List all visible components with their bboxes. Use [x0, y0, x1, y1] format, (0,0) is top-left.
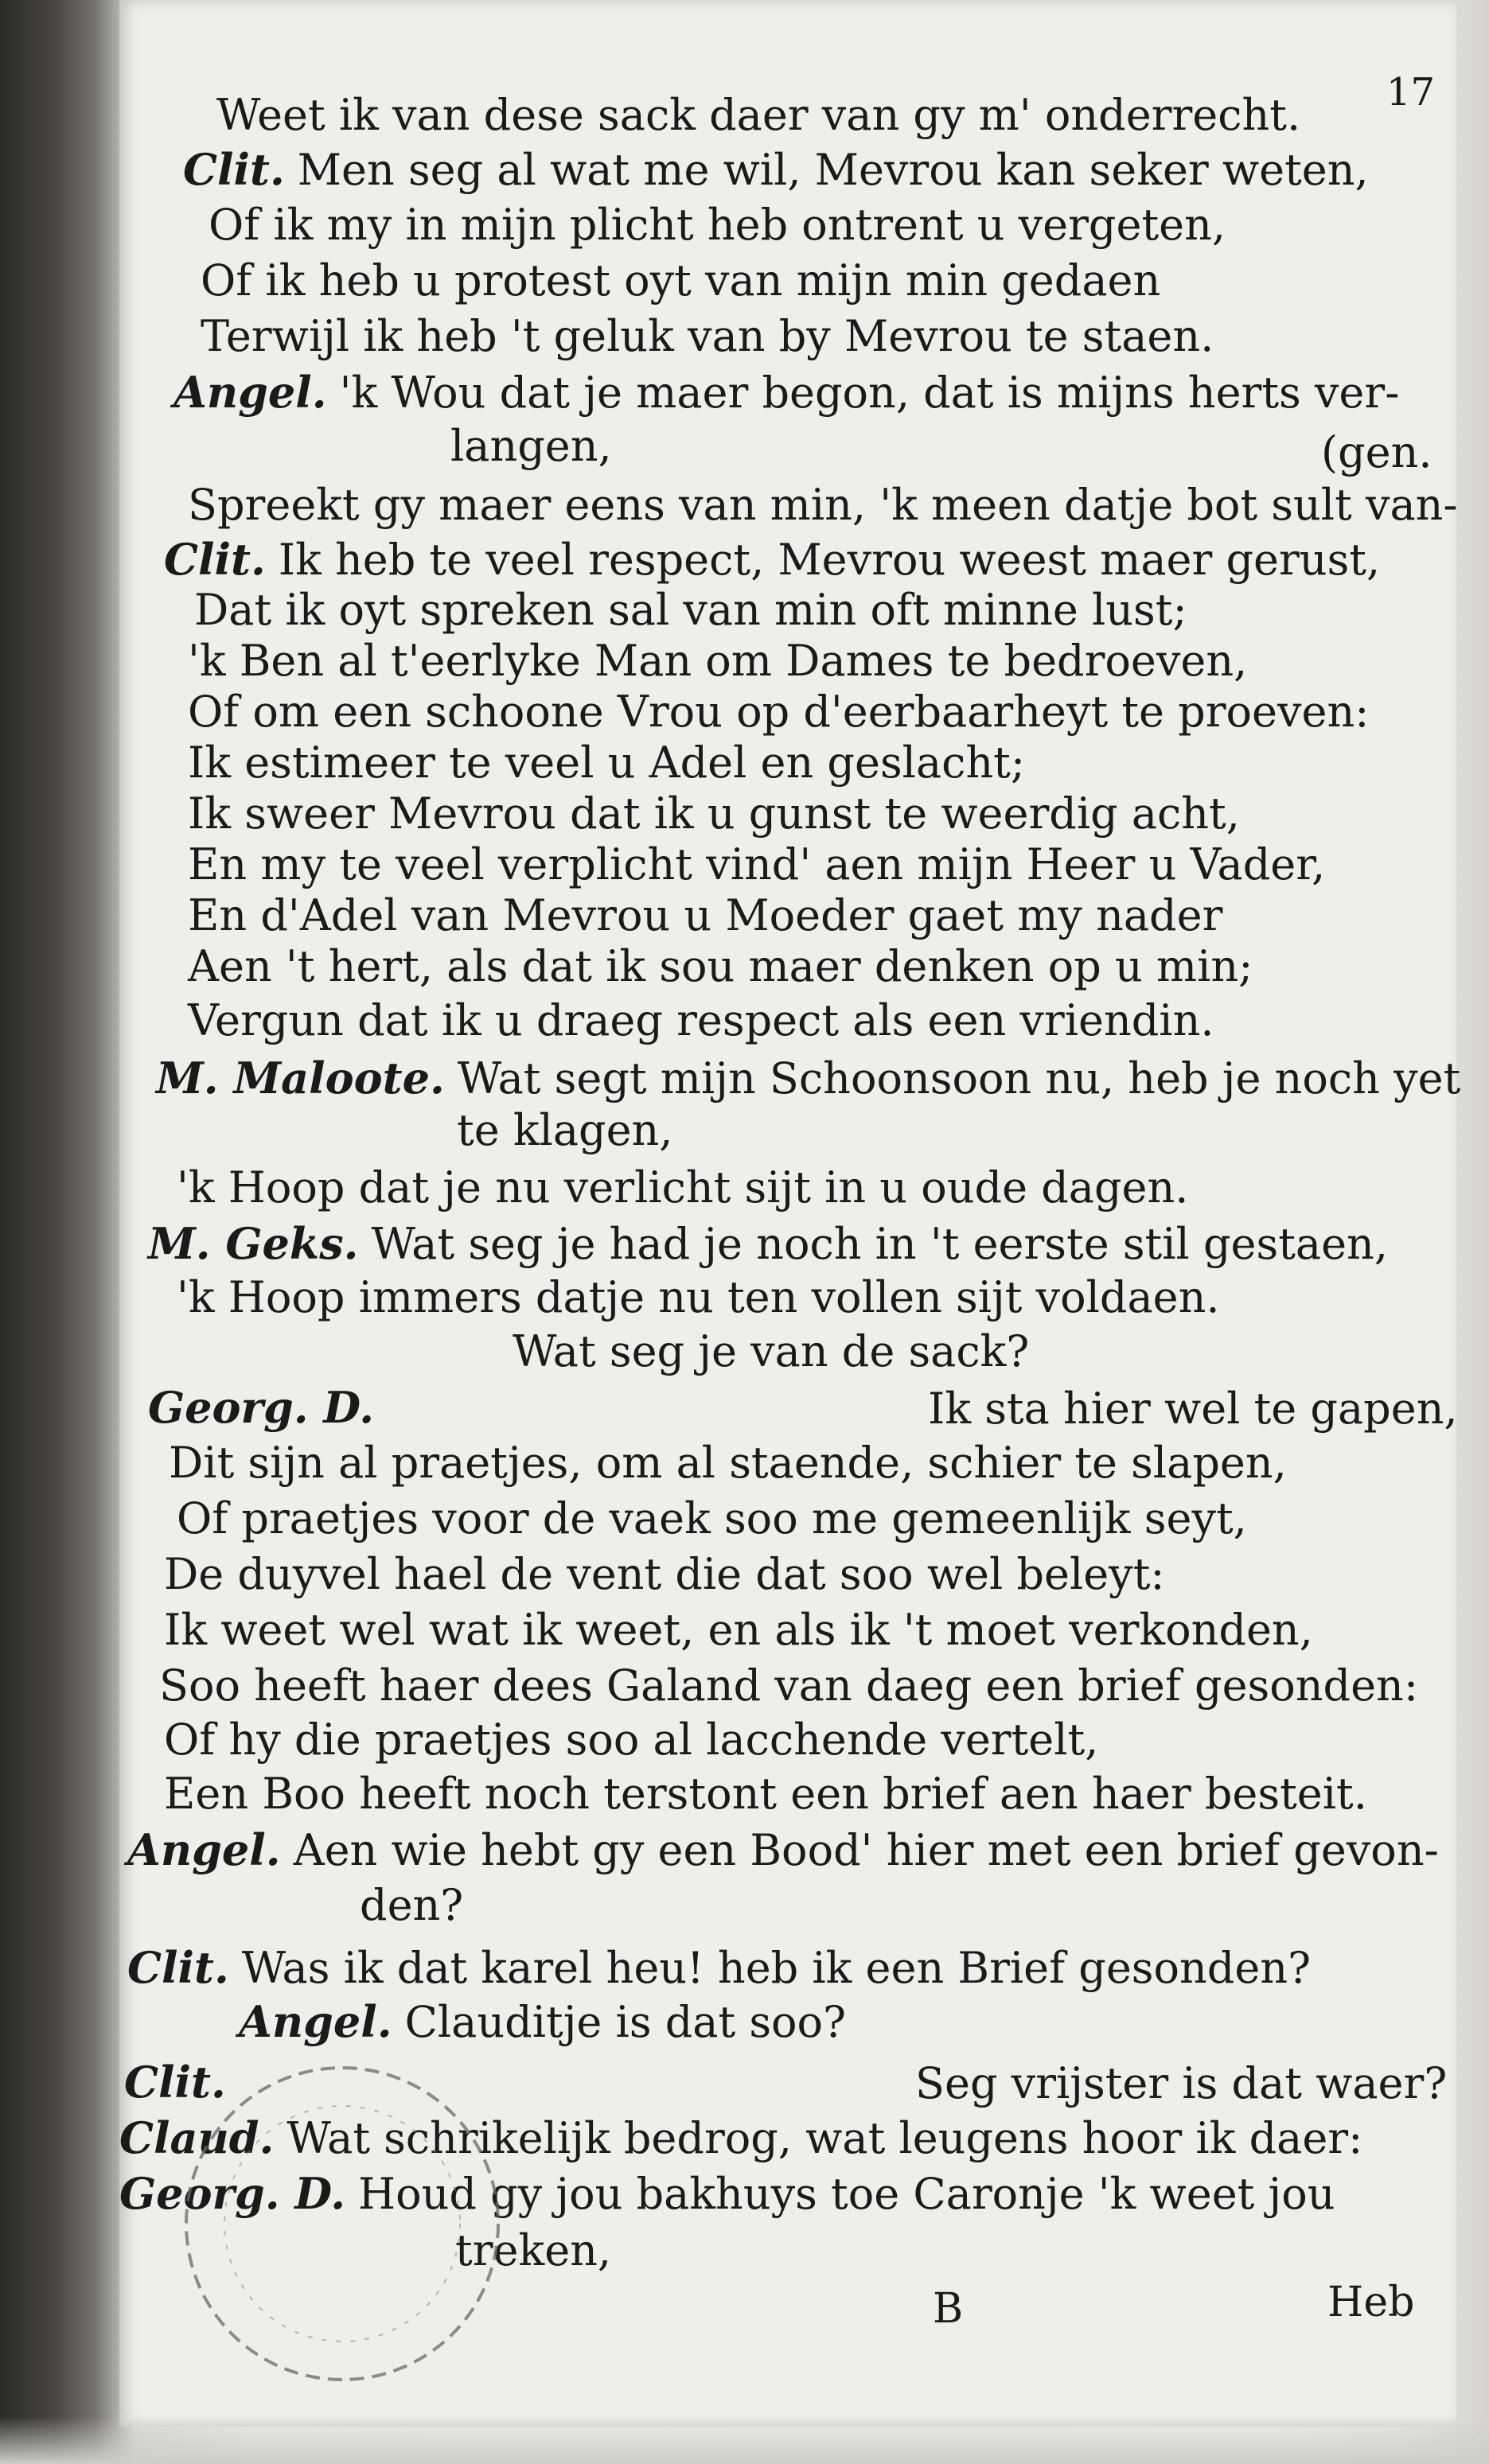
text-line-33 — [164, 1715, 1099, 1765]
line-text: Clauditje is dat soo? — [404, 1997, 847, 2047]
line-text: langen, — [450, 421, 612, 471]
line-text: Was ik dat karel heu! heb ik een Brief gesonden? — [241, 1943, 1312, 1993]
text-line-23 — [148, 1218, 1388, 1269]
line-text: Of om een schoone Vrou op d'eerbaarheyt te proeven: — [188, 687, 1370, 737]
text-line-34 — [164, 1769, 1367, 1819]
line-text: 'k Hoop dat je nu verlicht sijt in u oude dagen. — [177, 1162, 1189, 1213]
text-line-5 — [201, 311, 1214, 361]
text-line-10 — [164, 534, 1381, 585]
text-line-1 — [216, 90, 1301, 140]
line-text: Wat segt mijn Schoonsoon nu, heb je noch yet — [457, 1053, 1461, 1104]
line-text: Dat ik oyt spreken sal van min oft minne lust; — [194, 585, 1187, 635]
speaker-name: Angel. — [127, 1824, 281, 1875]
line-text: Terwijl ik heb 't geluk van by Mevrou te staen. — [201, 311, 1214, 361]
speaker-name: Claud. — [119, 2112, 275, 2163]
text-line-11 — [194, 585, 1187, 635]
text-line-31 — [164, 1605, 1313, 1655]
text-line-38 — [239, 1996, 847, 2047]
text-line-27 — [928, 1384, 1458, 1434]
text-line-25 — [513, 1326, 1030, 1376]
speaker-name: Clit. — [164, 534, 266, 585]
line-text: den? — [360, 1880, 464, 1930]
line-text: Wat seg je had je noch in 't eerste stil gestaen, — [371, 1219, 1388, 1269]
line-text: Soo heeft haer dees Galand van daeg een brief gesonden: — [159, 1660, 1419, 1711]
text-line-37 — [127, 1942, 1312, 1993]
line-text: 'k Hoop immers datje nu ten vollen sijt voldaen. — [177, 1272, 1220, 1322]
text-line-6 — [173, 367, 1400, 418]
speaker-name: Clit. — [124, 2057, 226, 2108]
speaker-name: Clit. — [183, 144, 285, 195]
text-line-2 — [183, 144, 1369, 195]
text-line-13 — [188, 687, 1370, 737]
text-line-18 — [188, 941, 1253, 991]
library-stamp-icon — [171, 2053, 513, 2395]
line-text: Ik heb te veel respect, Mevrou weest maer gerust, — [278, 535, 1381, 585]
text-line-28 — [169, 1438, 1287, 1488]
text-line-7 — [450, 421, 612, 471]
text-line-14 — [188, 738, 1026, 788]
speaker-name: Angel. — [173, 367, 327, 418]
text-line-30 — [164, 1549, 1165, 1599]
text-line-22 — [177, 1162, 1189, 1213]
text-line-29 — [177, 1493, 1247, 1543]
text-line-40 — [915, 2058, 1448, 2108]
line-text: Aen wie hebt gy een Bood' hier met een brief gevon- — [293, 1825, 1439, 1875]
page-number: 17 — [1386, 70, 1436, 115]
speaker-name: Clit. — [127, 1942, 229, 1993]
line-text: Ik estimeer te veel u Adel en geslacht; — [188, 738, 1026, 788]
line-text: Dit sijn al praetjes, om al staende, schier te slapen, — [169, 1438, 1287, 1488]
line-text: Men seg al wat me wil, Mevrou kan seker weten, — [297, 145, 1369, 195]
line-text: En d'Adel van Mevrou u Moeder gaet my nader — [188, 890, 1223, 940]
line-text: 'k Ben al t'eerlyke Man om Dames te bedroeven, — [188, 636, 1248, 686]
text-line-3 — [209, 200, 1226, 250]
text-line-4 — [201, 255, 1161, 306]
catchword: Heb — [1327, 2279, 1415, 2326]
text-line-17 — [188, 890, 1223, 940]
line-text: Wat schrikelijk bedrog, wat leugens hoor ik daer: — [286, 2113, 1363, 2163]
line-text: treken, — [455, 2225, 612, 2275]
text-line-21 — [457, 1105, 673, 1155]
speaker-name: Georg. D. — [148, 1382, 375, 1433]
line-text: Houd gy jou bakhuys toe Caronje 'k weet jou — [358, 2169, 1335, 2219]
text-line-15 — [188, 788, 1240, 839]
text-line-26 — [148, 1382, 387, 1433]
line-text: Weet ik van dese sack daer van gy m' onderrecht. — [216, 90, 1301, 140]
line-text: te klagen, — [457, 1105, 673, 1155]
line-text: En my te veel verplicht vind' aen mijn Heer u Vader, — [188, 839, 1326, 889]
text-line-20 — [156, 1053, 1461, 1104]
line-text: (gen. — [1321, 427, 1432, 477]
line-text: Of ik heb u protest oyt van mijn min gedaen — [201, 255, 1161, 306]
line-text: Seg vrijster is dat waer? — [915, 2058, 1448, 2108]
line-text: 'k Wou dat je maer begon, dat is mijns herts ver- — [339, 368, 1400, 418]
line-text: Ik sta hier wel te gapen, — [928, 1384, 1458, 1434]
text-line-12 — [188, 636, 1248, 686]
line-text: Wat seg je van de sack? — [513, 1326, 1030, 1376]
text-line-35 — [127, 1824, 1439, 1875]
line-text: Of praetjes voor de vaek soo me gemeenlijk seyt, — [177, 1493, 1247, 1543]
line-text: Ik sweer Mevrou dat ik u gunst te weerdig acht, — [188, 788, 1240, 839]
speaker-name: M. Maloote. — [156, 1053, 445, 1104]
speaker-name: Angel. — [239, 1996, 392, 2047]
speaker-name: M. Geks. — [148, 1218, 359, 1269]
line-text: Aen 't hert, als dat ik sou maer denken op u min; — [188, 941, 1253, 991]
signature-mark: B — [933, 2285, 964, 2333]
text-line-24 — [177, 1272, 1220, 1322]
text-line-16 — [188, 839, 1326, 889]
line-text: Of hy die praetjes soo al lacchende vertelt, — [164, 1715, 1099, 1765]
line-text: Vergun dat ik u draeg respect als een vriendin. — [188, 995, 1214, 1045]
line-text: Spreekt gy maer eens van min, 'k meen datje bot sult van- — [188, 480, 1458, 530]
text-line-36 — [360, 1880, 464, 1930]
speaker-name: Georg. D. — [119, 2168, 346, 2219]
line-text: Ik weet wel wat ik weet, en als ik 't moet verkonden, — [164, 1605, 1313, 1655]
line-text: Of ik my in mijn plicht heb ontrent u vergeten, — [209, 200, 1226, 250]
line-text: De duyvel hael de vent die dat soo wel beleyt: — [164, 1549, 1165, 1599]
text-line-9 — [188, 480, 1458, 530]
text-line-19 — [188, 995, 1214, 1045]
text-line-32 — [159, 1660, 1419, 1711]
text-line-8 — [1321, 427, 1432, 477]
line-text: Een Boo heeft noch terstont een brief aen haer besteit. — [164, 1769, 1367, 1819]
page-bottom-edge — [0, 2416, 1489, 2464]
